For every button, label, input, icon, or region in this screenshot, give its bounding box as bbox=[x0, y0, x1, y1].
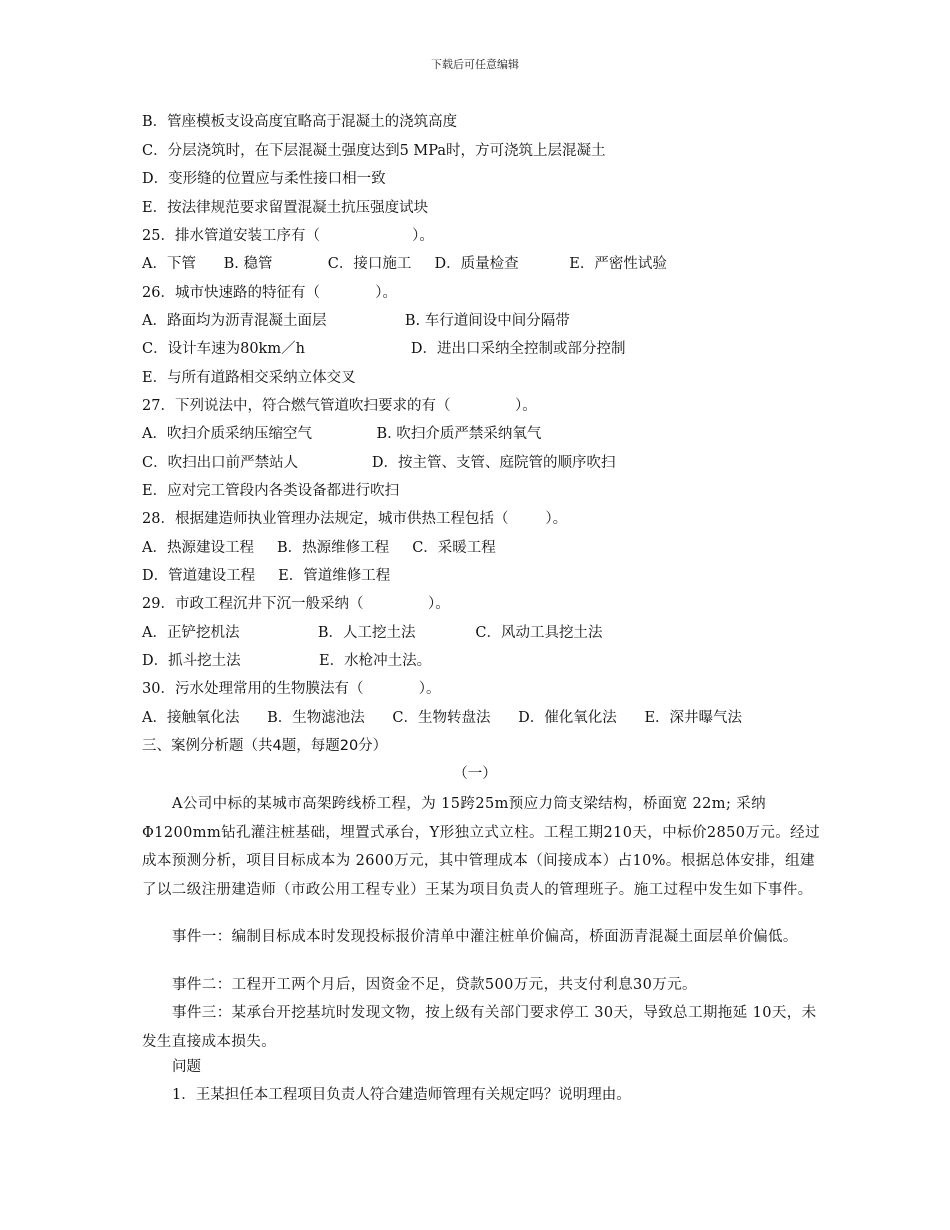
question-heading: 问题 bbox=[172, 1059, 201, 1075]
option-c-24: C．分层浇筑时，在下层混凝土强度达到5 MPa时，方可浇筑上层混凝土 bbox=[142, 143, 606, 159]
case-description: A公司中标的某城市高架跨线桥工程，为 15跨25m预应力筒支梁结构，桥面宽 22m; 采纳Φ1200mm钻孔灌注桩基础，埋置式承台，Y形独立式立柱。工程工期210天，中标价2850万元。经过成本预测分析，项目目标成本为 2600万元，其中管理成本（间接成本）占10%。根据总体安排，组建了以二级注册建造师（市政公用工程专业）王某为项目负责人的管理班子。施工过程中发生如下事件。 bbox=[142, 796, 820, 898]
options-26-cd: C．设计车速为80km／h D．进出口采纳全控制或部分控制 bbox=[142, 341, 626, 357]
case-number: （一） bbox=[453, 766, 497, 782]
question-26: 26．城市快速路的特征有（ ）。 bbox=[142, 285, 398, 301]
question-29: 29．市政工程沉井下沉一般采纳（ ）。 bbox=[142, 596, 450, 612]
option-e-24: E．按法律规范要求留置混凝土抗压强度试块 bbox=[142, 200, 429, 216]
event-3: 事件三：某承台开挖基坑时发现文物，按上级有关部门要求停工 30天，导致总工期拖延 10天，未发生直接成本损失。 bbox=[142, 1005, 817, 1050]
options-27-e: E．应对完工管段内各类设备都进行吹扫 bbox=[142, 483, 400, 499]
options-25: A．下管 B. 稳管 C．接口施工 D．质量检查 E．严密性试验 bbox=[142, 256, 667, 272]
question-28: 28．根据建造师执业管理办法规定，城市供热工程包括（ ）。 bbox=[142, 511, 568, 527]
option-d-24: D．变形缝的位置应与柔性接口相一致 bbox=[142, 171, 386, 187]
options-26-ab: A．路面均为沥青混凝土面层 B. 车行道间设中间分隔带 bbox=[142, 313, 570, 329]
question-1: 1．王某担任本工程项目负责人符合建造师管理有关规定吗？说明理由。 bbox=[172, 1087, 631, 1103]
options-28-abc: A．热源建设工程 B．热源维修工程 C．采暖工程 bbox=[142, 540, 496, 556]
question-25: 25．排水管道安装工序有（ ）。 bbox=[142, 228, 434, 244]
event-1: 事件一：编制目标成本时发现投标报价清单中灌注桩单价偏高，桥面沥青混凝土面层单价偏低。 bbox=[172, 929, 798, 945]
question-27: 27．下列说法中，符合燃气管道吹扫要求的有（ ）。 bbox=[142, 398, 537, 414]
options-28-de: D．管道建设工程 E．管道维修工程 bbox=[142, 568, 391, 584]
section-heading: 三、案例分析题（共4题，每题20分） bbox=[142, 738, 388, 754]
question-30: 30．污水处理常用的生物膜法有（ ）。 bbox=[142, 681, 441, 697]
options-27-cd: C．吹扫出口前严禁站人 D．按主管、支管、庭院管的顺序吹扫 bbox=[142, 455, 616, 471]
options-29-abc: A．正铲挖机法 B．人工挖土法 C．风动工具挖土法 bbox=[142, 625, 603, 641]
options-26-e: E．与所有道路相交采纳立体交叉 bbox=[142, 370, 356, 386]
event-2: 事件二：工程开工两个月后，因资金不足，贷款500万元，共支付利息30万元。 bbox=[172, 977, 697, 993]
options-30: A．接触氧化法 B．生物滤池法 C．生物转盘法 D．催化氧化法 E．深井曝气法 bbox=[142, 710, 743, 726]
options-29-de: D．抓斗挖土法 E．水枪冲土法。 bbox=[142, 653, 432, 669]
page-header: 下载后可任意编辑 bbox=[431, 58, 519, 71]
options-27-ab: A．吹扫介质采纳压缩空气 B. 吹扫介质严禁采纳氧气 bbox=[142, 426, 542, 442]
option-b-24: B．管座模板支设高度宜略高于混凝土的浇筑高度 bbox=[142, 114, 458, 130]
